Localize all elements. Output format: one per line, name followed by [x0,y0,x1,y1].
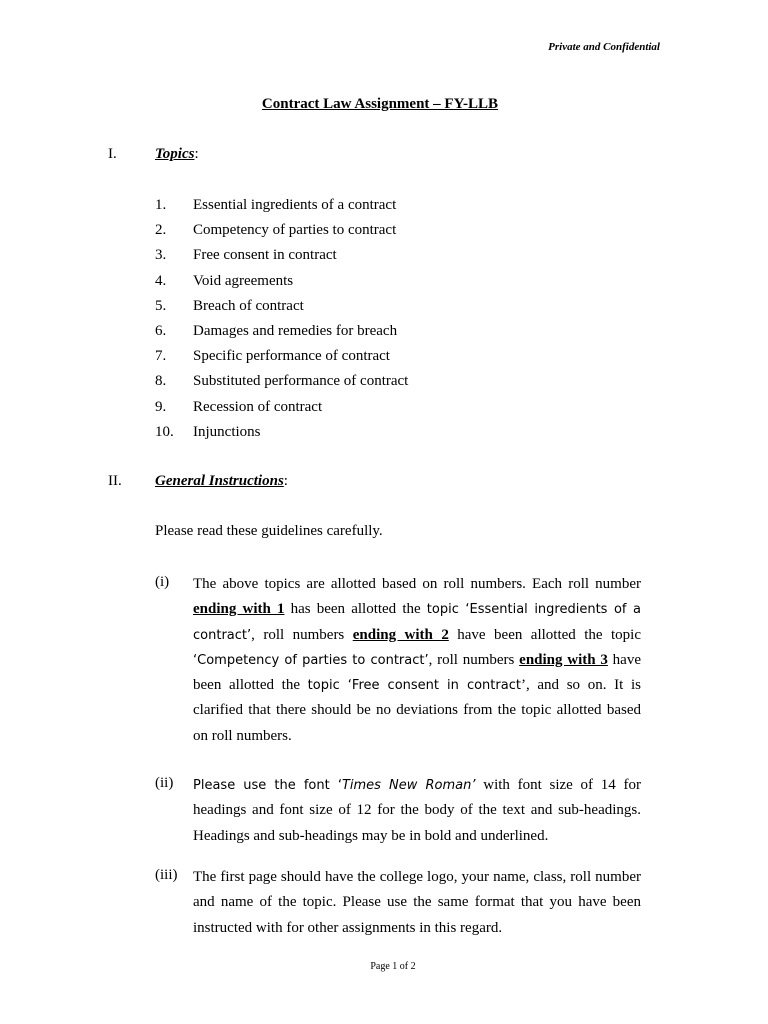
instruction-number: (iii) [155,867,178,883]
list-item: 8. Substituted performance of contract [155,373,409,390]
instruction-number: (ii) [155,775,174,791]
list-item: 10. Injunctions [155,423,261,440]
topics-list [155,195,408,447]
page-number: Page 1 of 2 [370,961,416,972]
section-1-heading: Topics: [155,146,199,162]
instructions-intro: Please read these guidelines carefully. [155,523,383,539]
document-title: Contract Law Assignment – FY-LLB [261,96,499,112]
list-item: 6. Damages and remedies for breach [155,322,398,339]
section-2-heading: General Instructions: [155,473,288,489]
list-item: 5. Breach of contract [155,297,304,314]
instruction-ii [155,775,641,849]
instruction-number: (i) [155,574,170,590]
list-item: 7. Specific performance of contract [155,348,390,365]
topics-heading: Topics [155,146,195,162]
list-item: 3. Free consent in contract [155,247,337,264]
section-1-numeral: I. [108,146,117,162]
instruction-text: Please use the font ‘Times New Roman’ with font size of 14 for headings and font size of 12 for the body of the text and sub-headings. Headings and sub-headings may be in bold and underlined. [193,777,641,844]
confidential-note: Private and Confidential [548,41,660,53]
instruction-iii [155,867,641,941]
list-item: 9. Recession of contract [155,398,323,415]
instruction-text: The above topics are allotted based on roll numbers. Each roll number ending with 1 has been allotted the topic ‘Essential ingredients of a contract’, roll numbers ending with 2 have been allotted the topic ‘Competency of parties to contract’, roll numbers ending with 3 have been allotted the topic ‘Free consent in contract’, and so on. It is clarified that there should be no deviations from the topic allotted based on roll numbers. [193,576,641,744]
instruction-i [155,574,641,749]
instruction-text: The first page should have the college logo, your name, class, roll number and name of the topic. Please use the same format that you have been instructed with for other assignments in this regard. [193,869,641,936]
list-item: 2. Competency of parties to contract [155,222,397,239]
general-instructions-heading: General Instructions [155,473,284,489]
list-item: 4. Void agreements [155,272,294,289]
list-item: 1. Essential ingredients of a contract [155,197,397,213]
section-2-numeral: II. [108,473,122,489]
